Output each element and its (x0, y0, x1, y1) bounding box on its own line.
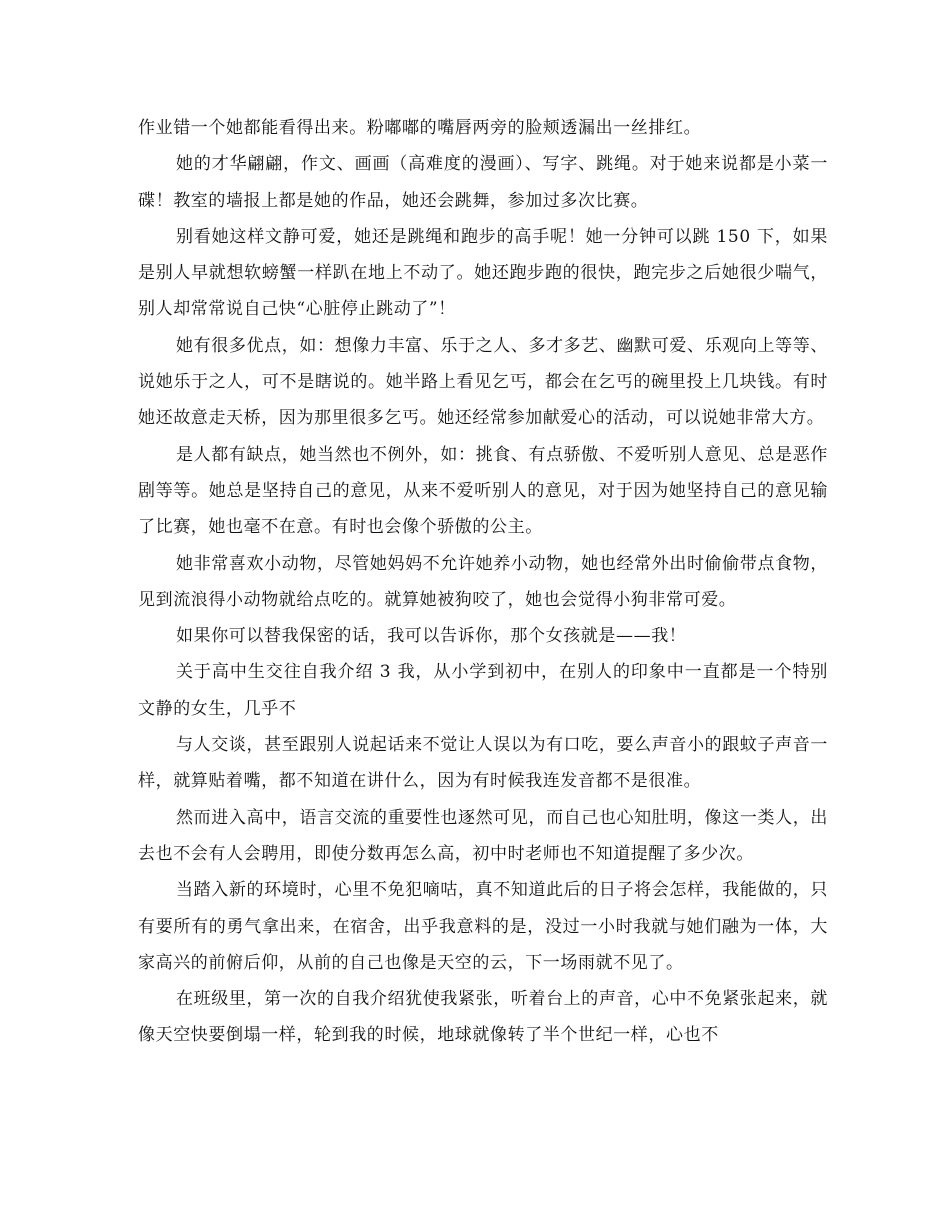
paragraph: 作业错一个她都能看得出来。粉嘟嘟的嘴唇两旁的脸颊透漏出一丝排红。 (138, 118, 702, 138)
paragraph: 当踏入新的环境时，心里不免犯嘀咕，真不知道此后的日子将会怎样，我能做的，只有要所有的勇气拿出来，在宿舍，出乎我意料的是，没过一小时我就与她们融为一体，大家高兴的前俯后仰，从前的自己也像是天空的云，下一场雨就不见了。 (138, 880, 828, 973)
paragraph: 她有很多优点，如：想像力丰富、乐于之人、多才多艺、幽默可爱、乐观向上等等、说她乐于之人，可不是瞎说的。她半路上看见乞丐，都会在乞丐的碗里投上几块钱。有时她还故意走天桥，因为那里很多乞丐。她还经常参加献爱心的活动，可以说她非常大方。 (138, 335, 828, 429)
paragraph: 然而进入高中，语言交流的重要性也逐然可见，而自己也心知肚明，像这一类人，出去也不会有人会聘用，即使分数再怎么高，初中时老师也不知道提醒了多少次。 (138, 807, 828, 864)
paragraph: 别看她这样文静可爱，她还是跳绳和跑步的高手呢！她一分钟可以跳 150 下，如果是别人早就想软螃蟹一样趴在地上不动了。她还跑步跑的很快，跑完步之后她很少喘气，别人却常常说自己快“心脏停止跳动了”！ (138, 226, 828, 320)
paragraph: 是人都有缺点，她当然也不例外，如：挑食、有点骄傲、不爱听别人意见、总是恶作剧等等。她总是坚持自己的意见，从来不爱听别人的意见，对于因为她坚持自己的意见输了比赛，她也毫不在意。有时也会像个骄傲的公主。 (138, 444, 828, 538)
paragraph: 她的才华翩翩，作文、画画（高难度的漫画）、写字、跳绳。对于她来说都是小菜一碟！教室的墙报上都是她的作品，她还会跳舞，参加过多次比赛。 (138, 154, 828, 211)
paragraph: 在班级里，第一次的自我介绍犹使我紧张，听着台上的声音，心中不免紧张起来，就像天空快要倒塌一样，轮到我的时候，地球就像转了半个世纪一样，心也不 (138, 989, 828, 1046)
document-body (138, 110, 828, 1054)
paragraph: 与人交谈，甚至跟别人说起话来不觉让人误以为有口吃，要么声音小的跟蚊子声音一样，就算贴着嘴，都不知道在讲什么，因为有时候我连发音都不是很准。 (138, 735, 828, 792)
paragraph: 如果你可以替我保密的话，我可以告诉你，那个女孩就是——我！ (176, 626, 687, 647)
paragraph: 关于高中生交往自我介绍 3 我，从小学到初中，在别人的印象中一直都是一个特别文静的女生，几乎不 (138, 662, 828, 719)
paragraph: 她非常喜欢小动物，尽管她妈妈不允许她养小动物，她也经常外出时偷偷带点食物，见到流浪得小动物就给点吃的。就算她被狗咬了，她也会觉得小狗非常可爱。 (138, 553, 828, 610)
